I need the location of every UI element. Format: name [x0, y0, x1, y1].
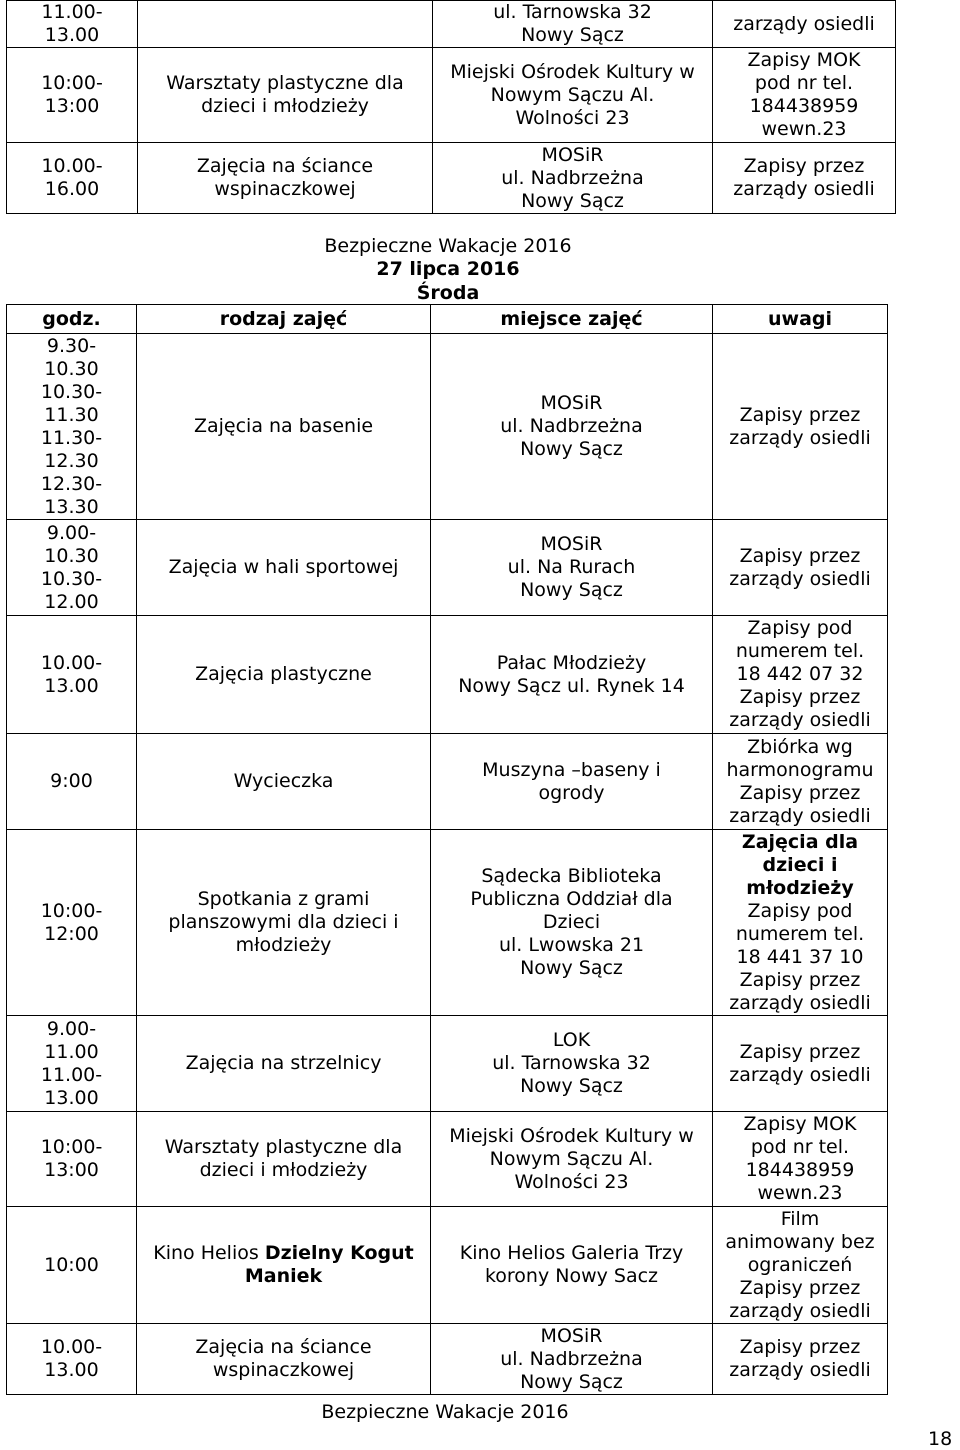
notes-cell: Zapisy przez zarządy osiedli: [713, 1016, 888, 1112]
column-header-time: godz.: [7, 305, 137, 334]
notes-text: Zapisy pod numerem tel. 18 441 37 10 Zapisy przez zarządy osiedli: [729, 899, 871, 1014]
notes-cell: Zapisy przez zarządy osiedli: [713, 143, 896, 214]
time-cell: 9.00- 10.30 10.30- 12.00: [7, 520, 137, 616]
place-cell: MOSiR ul. Nadbrzeżna Nowy Sącz: [431, 334, 713, 520]
page-number: 18: [928, 1428, 953, 1450]
notes-cell: Zapisy pod numerem tel. 18 442 07 32 Zapisy przez zarządy osiedli: [713, 616, 888, 734]
place-cell: Miejski Ośrodek Kultury w Nowym Sączu Al. Wolności 23: [433, 48, 713, 143]
schedule-table-top: [6, 0, 896, 214]
time-cell: 10.00- 16.00: [7, 143, 138, 214]
activity-cell: [138, 1, 433, 48]
notes-cell: Zbiórka wg harmonogramu Zapisy przez zarządy osiedli: [713, 734, 888, 830]
notes-cell: Zapisy MOK pod nr tel. 184438959 wewn.23: [713, 48, 896, 143]
notes-cell: Zapisy MOK pod nr tel. 184438959 wewn.23: [713, 1112, 888, 1207]
activity-cell: Warsztaty plastyczne dla dzieci i młodzieży: [138, 48, 433, 143]
table-row: [7, 1207, 888, 1324]
date-heading: 27 lipca 2016: [376, 258, 520, 280]
activity-prefix: Kino Helios: [153, 1242, 265, 1264]
notes-cell: Zapisy przez zarządy osiedli: [713, 334, 888, 520]
time-cell: 10.00- 13.00: [7, 1324, 137, 1395]
table-row: [7, 1016, 888, 1112]
time-cell: 9.30- 10.30 10.30- 11.30 11.30- 12.30 12.30- 13.30: [7, 334, 137, 520]
table-row: [7, 1324, 888, 1395]
place-cell: Pałac Młodzieży Nowy Sącz ul. Rynek 14: [431, 616, 713, 734]
table-row: [7, 334, 888, 520]
time-cell: 10:00- 12:00: [7, 830, 137, 1016]
activity-cell: Zajęcia w hali sportowej: [137, 520, 431, 616]
table-row: [7, 48, 896, 143]
table-row: [7, 1, 896, 48]
time-cell: 9:00: [7, 734, 137, 830]
activity-cell: Zajęcia plastyczne: [137, 616, 431, 734]
table-row: [7, 520, 888, 616]
table-row: [7, 830, 888, 1016]
program-heading: Bezpieczne Wakacje 2016: [324, 235, 572, 257]
time-cell: 10.00- 13.00: [7, 616, 137, 734]
target-group-label: Zajęcia dla dzieci i młodzieży: [741, 830, 859, 899]
notes-cell: Zapisy przez zarządy osiedli: [713, 520, 888, 616]
table-row: [7, 616, 888, 734]
place-cell: Sądecka Biblioteka Publiczna Oddział dla Dzieci ul. Lwowska 21 Nowy Sącz: [431, 830, 713, 1016]
place-cell: ul. Tarnowska 32 Nowy Sącz: [433, 1, 713, 48]
notes-cell: [713, 830, 888, 1016]
activity-cell: Zajęcia na strzelnicy: [137, 1016, 431, 1112]
place-cell: Kino Helios Galeria Trzy korony Nowy Sacz: [431, 1207, 713, 1324]
activity-cell: Wycieczka: [137, 734, 431, 830]
table-row: [7, 1112, 888, 1207]
notes-cell: Zapisy przez zarządy osiedli: [713, 1324, 888, 1395]
table-header-row: [7, 305, 888, 334]
place-cell: MOSiR ul. Nadbrzeżna Nowy Sącz: [431, 1324, 713, 1395]
table-row: [7, 143, 896, 214]
notes-cell: zarządy osiedli: [713, 1, 896, 48]
time-cell: 9.00- 11.00 11.00- 13.00: [7, 1016, 137, 1112]
time-cell: 11.00- 13.00: [7, 1, 138, 48]
activity-cell: Warsztaty plastyczne dla dzieci i młodzieży: [137, 1112, 431, 1207]
activity-cell: Spotkania z grami planszowymi dla dzieci i młodzieży: [137, 830, 431, 1016]
column-header-activity: rodzaj zajęć: [137, 305, 431, 334]
column-header-place: miejsce zajęć: [431, 305, 713, 334]
place-cell: Muszyna –baseny i ogrody: [431, 734, 713, 830]
place-cell: LOK ul. Tarnowska 32 Nowy Sącz: [431, 1016, 713, 1112]
table-row: [7, 734, 888, 830]
notes-cell: Film animowany bez ograniczeń Zapisy przez zarządy osiedli: [713, 1207, 888, 1324]
activity-cell: Zajęcia na basenie: [137, 334, 431, 520]
activity-cell: Zajęcia na ściance wspinaczkowej: [137, 1324, 431, 1395]
activity-cell: [137, 1207, 431, 1324]
weekday-heading: Środa: [416, 282, 480, 304]
time-cell: 10:00: [7, 1207, 137, 1324]
column-header-notes: uwagi: [713, 305, 888, 334]
footer-program: Bezpieczne Wakacje 2016: [321, 1401, 569, 1423]
time-cell: 10:00- 13:00: [7, 48, 138, 143]
place-cell: MOSiR ul. Nadbrzeżna Nowy Sącz: [433, 143, 713, 214]
place-cell: Miejski Ośrodek Kultury w Nowym Sączu Al. Wolności 23: [431, 1112, 713, 1207]
movie-title: Dzielny Kogut Maniek: [244, 1242, 414, 1287]
place-cell: MOSiR ul. Na Rurach Nowy Sącz: [431, 520, 713, 616]
schedule-table-main: [6, 304, 888, 1395]
activity-cell: Zajęcia na ściance wspinaczkowej: [138, 143, 433, 214]
time-cell: 10:00- 13:00: [7, 1112, 137, 1207]
